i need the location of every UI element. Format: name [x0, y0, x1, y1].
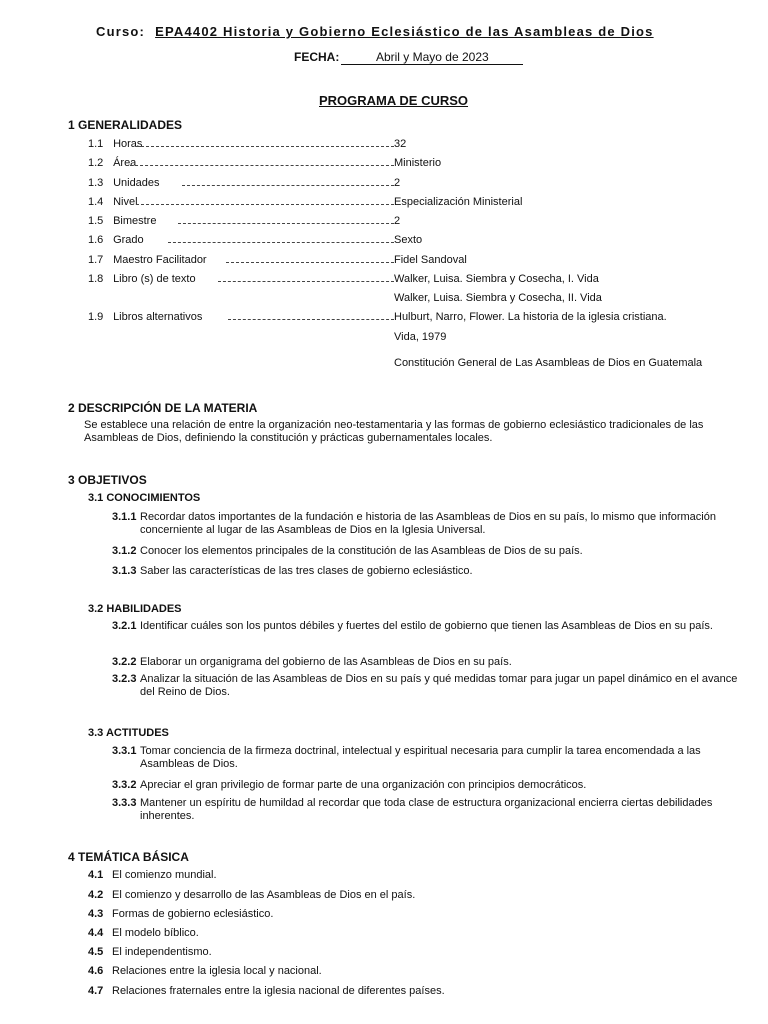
leader-dashes	[226, 262, 394, 263]
general-value: Hulburt, Narro, Flower. La historia de la iglesia cristiana.	[394, 311, 667, 323]
general-row: 1.9 Libros alternativos	[88, 311, 203, 323]
leader-dashes	[182, 185, 394, 186]
subsection-actitudes-title: 3.3 ACTITUDES	[88, 727, 169, 739]
leader-dashes	[218, 281, 394, 282]
general-value: Fidel Sandoval	[394, 254, 467, 266]
program-title: PROGRAMA DE CURSO	[319, 93, 469, 108]
general-value: Walker, Luisa. Siembra y Cosecha, I. Vida	[394, 273, 599, 285]
general-row: 1.4 Nivel	[88, 196, 138, 208]
date-line	[294, 50, 523, 65]
general-value: Ministerio	[394, 157, 442, 169]
general-value-extra: Constitución General de Las Asambleas de Dios en Guatemala	[394, 357, 703, 369]
date-label: FECHA:	[294, 50, 340, 64]
objective-item: 3.2.3 Analizar la situación de las Asambleas de Dios en su país y qué medidas tomar para jugar un papel dinámico en el avance del Reino de Dios.	[112, 673, 738, 698]
objective-item: 3.2.1 Identificar cuáles son los puntos débiles y fuertes del estilo de gobierno que tienen las Asambleas de Dios en su país.	[112, 620, 713, 632]
general-row: 1.1 Horas	[88, 138, 143, 150]
general-row: 1.6 Grado	[88, 234, 144, 246]
tematica-item: 4.7 Relaciones fraternales entre la iglesia nacional de diferentes países.	[88, 985, 445, 997]
section-generalidades-title: 1 GENERALIDADES	[68, 118, 183, 132]
leader-dashes	[168, 242, 394, 243]
tematica-item: 4.5 El independentismo.	[88, 946, 212, 958]
general-value: Especialización Ministerial	[394, 196, 523, 208]
objective-item: 3.2.2 Elaborar un organigrama del gobierno de las Asambleas de Dios en su país.	[112, 656, 512, 668]
objective-item: 3.1.1 Recordar datos importantes de la fundación e historia de las Asambleas de Dios en su país, lo mismo que información concerniente al lugar de las Asambleas de Dios en la Iglesia Universal.	[112, 511, 716, 536]
general-value-extra: Walker, Luisa. Siembra y Cosecha, II. Vida	[394, 292, 602, 304]
subsection-conocimientos-title: 3.1 CONOCIMIENTOS	[88, 492, 201, 504]
objective-item: 3.3.2 Apreciar el gran privilegio de formar parte de una organización con principios democráticos.	[112, 779, 587, 791]
course-title: EPA4402 Historia y Gobierno Eclesiástico de las Asambleas de Dios	[155, 24, 654, 39]
descripcion-text: Se establece una relación de entre la organización neo-testamentaria y las formas de gobierno eclesiástico tradicionales de las Asambleas de Dios, definiendo la constitución y prácticas gubernamentales locales.	[84, 419, 704, 444]
general-row: 1.2 Área	[88, 157, 137, 169]
general-value-extra: Vida, 1979	[394, 331, 447, 343]
general-value: 2	[394, 177, 401, 189]
tematica-item: 4.3 Formas de gobierno eclesiástico.	[88, 908, 274, 920]
tematica-item: 4.4 El modelo bíblico.	[88, 927, 199, 939]
general-row: 1.7 Maestro Facilitador	[88, 254, 207, 266]
general-value: 2	[394, 215, 401, 227]
tematica-item: 4.1 El comienzo mundial.	[88, 869, 217, 881]
leader-dashes	[228, 319, 394, 320]
objective-item: 3.3.3 Mantener un espíritu de humildad al recordar que toda clase de estructura organizacional encierra ciertas debilidades inherentes.	[112, 797, 713, 822]
objective-item: 3.1.3 Saber las características de las tres clases de gobierno eclesiástico.	[112, 565, 473, 577]
date-value: Abril y Mayo de 2023	[341, 50, 523, 65]
leader-dashes	[136, 146, 394, 147]
general-row: 1.5 Bimestre	[88, 215, 157, 227]
general-value: 32	[394, 138, 407, 150]
course-label: Curso:	[96, 24, 146, 39]
general-row: 1.8 Libro (s) de texto	[88, 273, 196, 285]
general-value: Sexto	[394, 234, 423, 246]
tematica-item: 4.2 El comienzo y desarrollo de las Asambleas de Dios en el país.	[88, 889, 416, 901]
section-tematica-title: 4 TEMÁTICA BÁSICA	[68, 850, 189, 864]
leader-dashes	[136, 204, 394, 205]
general-row: 1.3 Unidades	[88, 177, 160, 189]
leader-dashes	[178, 223, 394, 224]
section-objetivos-title: 3 OBJETIVOS	[68, 473, 147, 487]
subsection-habilidades-title: 3.2 HABILIDADES	[88, 603, 182, 615]
course-header	[96, 24, 654, 39]
objective-item: 3.3.1 Tomar conciencia de la firmeza doctrinal, intelectual y espiritual necesaria para cumplir la tarea encomendada a las Asambleas de Dios.	[112, 745, 701, 770]
objective-item: 3.1.2 Conocer los elementos principales de la constitución de las Asambleas de Dios de su país.	[112, 545, 583, 557]
section-descripcion-title: 2 DESCRIPCIÓN DE LA MATERIA	[68, 401, 258, 415]
tematica-item: 4.6 Relaciones entre la iglesia local y nacional.	[88, 965, 322, 977]
leader-dashes	[130, 165, 394, 166]
